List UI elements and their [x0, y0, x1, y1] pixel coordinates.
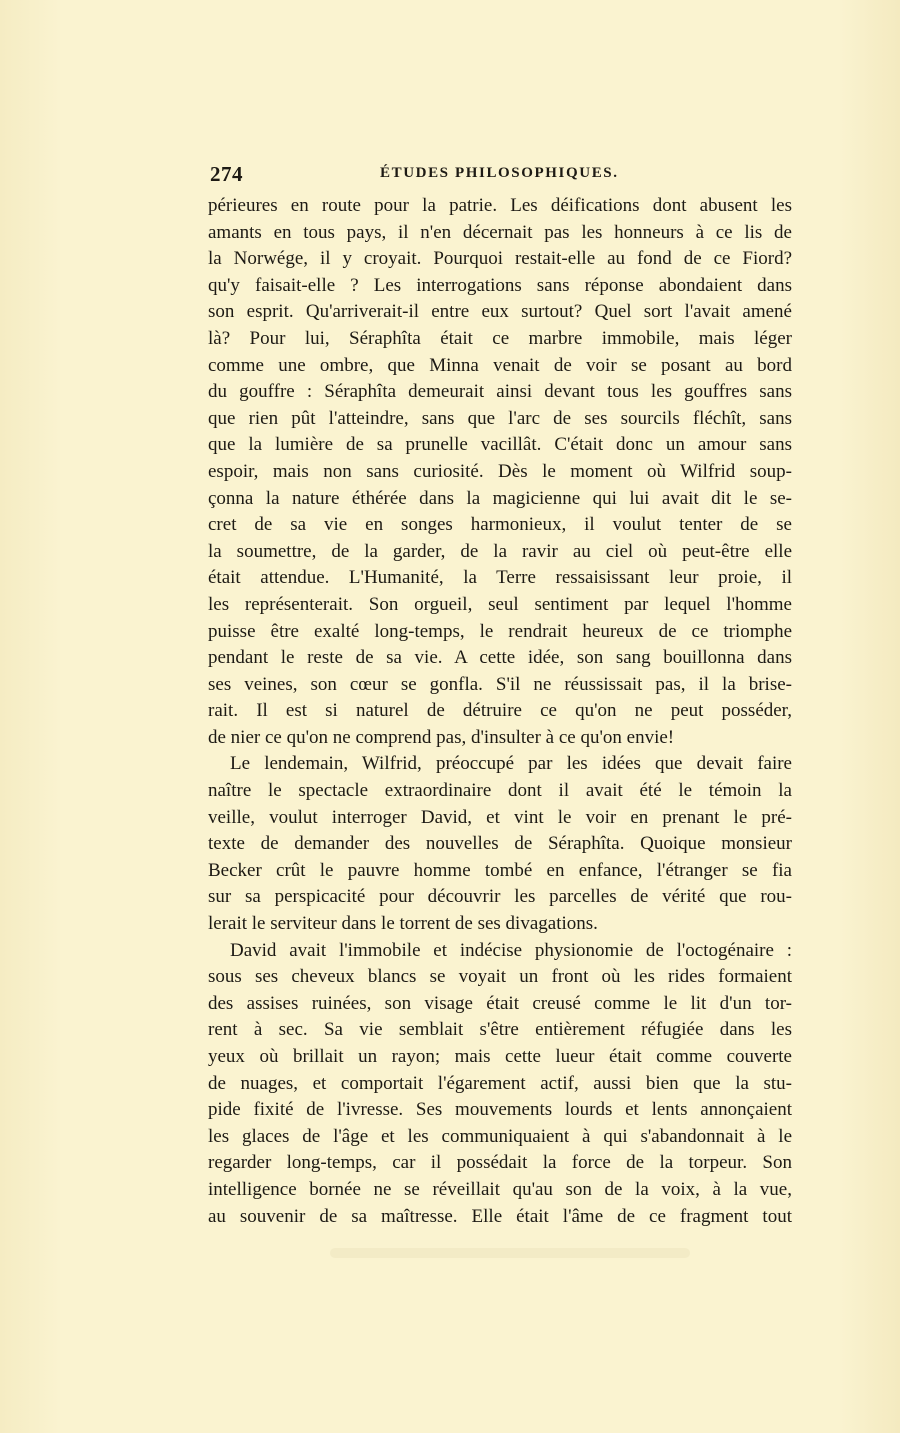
text-line: David avait l'immobile et indécise physionomie de l'octogénaire :: [230, 939, 792, 961]
text-line: Le lendemain, Wilfrid, préoccupé par les idées que devait faire: [230, 753, 792, 775]
running-head: ÉTUDES PHILOSOPHIQUES.: [380, 165, 619, 181]
text-line: veille, voulut interroger David, et vint le voir en prenant le pré-: [208, 806, 792, 828]
text-line: que la lumière de sa prunelle vacillât. C'était donc un amour sans: [208, 434, 792, 456]
text-line: que rien pût l'atteindre, sans que l'arc de ses sourcils fléchît, sans: [208, 407, 792, 429]
text-line: ses veines, son cœur se gonfla. S'il ne réussissait pas, il la brise-: [208, 673, 792, 695]
paper-smudge: [330, 1248, 690, 1258]
text-line: yeux où brillait un rayon; mais cette lueur était comme couverte: [208, 1046, 792, 1067]
text-line: pendant le reste de sa vie. A cette idée, son sang bouillonna dans: [208, 647, 792, 669]
text-line: amants en tous pays, il n'en décernait pas les honneurs à ce lis de: [208, 221, 792, 243]
text-line: de nier ce qu'on ne comprend pas, d'insulter à ce qu'on envie!: [208, 726, 675, 748]
text-line: de nuages, et comportait l'égarement actif, aussi bien que la stu-: [208, 1072, 792, 1094]
text-line: naître le spectacle extraordinaire dont il avait été le témoin la: [208, 780, 792, 802]
text-line: qu'y faisait-elle ? Les interrogations sans réponse abondaient dans: [208, 274, 792, 296]
text-line: son esprit. Qu'arriverait-il entre eux surtout? Quel sort l'avait amené: [208, 301, 792, 323]
page-header: [210, 162, 619, 188]
text-line: rent à sec. Sa vie semblait s'être entièrement réfugiée dans les: [208, 1019, 792, 1041]
text-line: Becker crût le pauvre homme tombé en enfance, l'étranger se fia: [208, 859, 792, 881]
text-line: çonna la nature éthérée dans la magicienne qui lui avait dit le se-: [208, 487, 792, 509]
text-line: là? Pour lui, Séraphîta était ce marbre immobile, mais léger: [208, 327, 792, 349]
text-line: rait. Il est si naturel de détruire ce qu'on ne peut posséder,: [208, 700, 792, 722]
page-number: 274: [210, 162, 243, 186]
text-line: du gouffre : Séraphîta demeurait ainsi devant tous les gouffres sans: [208, 381, 792, 403]
text-line: cret de sa vie en songes harmonieux, il voulut tenter de se: [208, 514, 792, 536]
text-line: regarder long-temps, car il possédait la force de la torpeur. Son: [208, 1152, 792, 1174]
text-line: texte de demander des nouvelles de Séraphîta. Quoique monsieur: [208, 833, 792, 855]
text-line: puisse être exalté long-temps, le rendrait heureux de ce triomphe: [208, 620, 792, 642]
text-line: était attendue. L'Humanité, la Terre ressaisissant leur proie, il: [208, 567, 792, 589]
text-line: sous ses cheveux blancs se voyait un front où les rides formaient: [208, 966, 792, 988]
text-line: comme une ombre, que Minna venait de voir se posant au bord: [208, 354, 792, 376]
text-line: la soumettre, de la garder, de la ravir au ciel où peut-être elle: [208, 540, 792, 562]
text-line: lerait le serviteur dans le torrent de ses divagations.: [208, 913, 598, 935]
text-line: intelligence bornée ne se réveillait qu'au son de la voix, à la vue,: [208, 1178, 792, 1200]
text-line: des assises ruinées, son visage était creusé comme le lit d'un tor-: [208, 992, 792, 1014]
text-line: périeures en route pour la patrie. Les déifications dont abusent les: [208, 195, 792, 216]
text-line: au souvenir de sa maîtresse. Elle était l'âme de ce fragment tout: [208, 1205, 792, 1227]
text-line: pide fixité de l'ivresse. Ses mouvements lourds et lents annonçaient: [208, 1099, 792, 1121]
text-line: espoir, mais non sans curiosité. Dès le moment où Wilfrid soup-: [208, 460, 792, 482]
text-line: les représenterait. Son orgueil, seul sentiment par lequel l'homme: [208, 593, 792, 615]
text-line: les glaces de l'âge et les communiquaient à qui s'abandonnait à le: [208, 1125, 792, 1147]
text-line: sur sa perspicacité pour découvrir les parcelles de vérité que rou-: [208, 886, 792, 908]
body-text: [208, 193, 792, 1230]
text-line: la Norwége, il y croyait. Pourquoi restait-elle au fond de ce Fiord?: [208, 248, 792, 270]
